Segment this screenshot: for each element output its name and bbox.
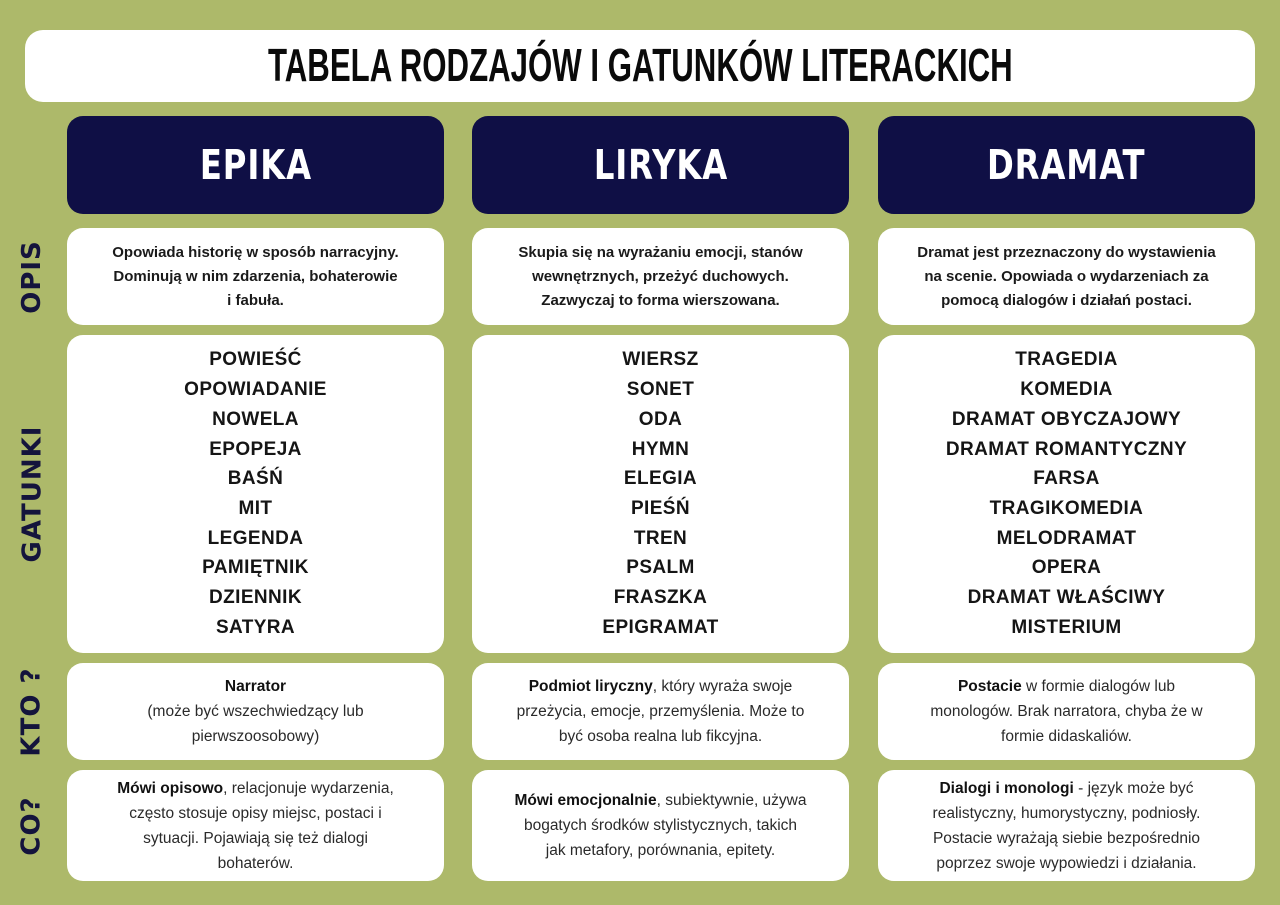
co-line: bogatych środków stylistycznych, takich	[523, 817, 798, 834]
column-header-liryka	[472, 116, 849, 214]
column-header-label: EPIKA	[199, 141, 312, 189]
kto-bold: Narrator	[224, 678, 287, 695]
genre-item: DRAMAT ROMANTYCZNY	[945, 438, 1188, 460]
kto-line: przeżycia, emocje, przemyślenia. Może to	[516, 703, 805, 720]
genre-item: OPOWIADANIE	[184, 379, 327, 401]
co-line: bohaterów.	[217, 854, 294, 872]
opis-line: wewnętrznych, przeżyć duchowych.	[532, 267, 789, 285]
genre-item: KOMEDIA	[1020, 379, 1113, 401]
opis-line: Zazwyczaj to forma wierszowana.	[541, 291, 780, 309]
co-line	[117, 776, 394, 801]
title-banner	[25, 30, 1255, 102]
co-line	[514, 788, 806, 813]
genre-item: EPIGRAMAT	[602, 616, 719, 638]
co-line: często stosuje opisy miejsc, postaci i	[129, 804, 382, 822]
genre-item: ODA	[638, 408, 683, 430]
co-line: sytuacji. Pojawiają się też dialogi	[143, 829, 368, 847]
genres-list	[878, 335, 1255, 653]
kto-rest: w formie dialogów lub	[1021, 678, 1176, 695]
genre-item: MIT	[238, 498, 273, 519]
genre-item: TRAGIKOMEDIA	[989, 498, 1144, 519]
genre-item: SATYRA	[215, 616, 296, 638]
genre-item: LEGENDA	[207, 527, 304, 549]
co-rest: , subiektywnie, używa	[656, 792, 807, 809]
genre-item: TREN	[633, 527, 688, 549]
genre-item: PIEŚŃ	[630, 498, 691, 519]
co-cell	[67, 770, 444, 881]
row-label-kto: KTO ?	[17, 666, 47, 757]
opis-line: Opowiada historię w sposób narracyjny.	[112, 243, 399, 261]
row-label-gatunki: GATUNKI	[17, 425, 47, 563]
genre-item: HYMN	[631, 438, 690, 460]
column-header-label: LIRYKA	[593, 141, 728, 189]
kto-cell	[878, 663, 1255, 760]
genre-item: DRAMAT OBYCZAJOWY	[951, 408, 1182, 430]
genre-item: SONET	[626, 379, 695, 401]
genre-item: BAŚŃ	[227, 468, 284, 490]
opis-line: pomocą dialogów i działań postaci.	[941, 291, 1192, 309]
column-header-dramat	[878, 116, 1255, 214]
kto-cell	[472, 663, 849, 760]
genres-list	[472, 335, 849, 653]
genre-item: PSALM	[626, 557, 695, 579]
genre-item: FARSA	[1033, 468, 1100, 490]
opis-line: Dramat jest przeznaczony do wystawienia	[917, 243, 1216, 261]
co-line: Postacie wyrażają siebie bezpośrednio	[932, 829, 1201, 847]
opis-cell	[67, 228, 444, 325]
kto-rest: , który wyraża swoje	[652, 678, 793, 695]
kto-line: formie didaskaliów.	[1001, 728, 1132, 745]
genres-list	[67, 335, 444, 653]
genre-item: EPOPEJA	[209, 438, 302, 460]
opis-cell	[472, 228, 849, 325]
genre-item: ELEGIA	[623, 468, 698, 490]
kto-line: pierwszoosobowy)	[191, 728, 320, 745]
kto-line: (może być wszechwiedzący lub	[147, 703, 364, 720]
genre-item: FRASZKA	[613, 587, 708, 609]
kto-line	[225, 674, 286, 699]
genre-item: OPERA	[1031, 557, 1102, 579]
genre-item: DRAMAT WŁAŚCIWY	[967, 587, 1166, 609]
opis-line: Skupia się na wyrażaniu emocji, stanów	[518, 243, 803, 261]
co-cell	[878, 770, 1255, 881]
co-rest: , relacjonuje wydarzenia,	[223, 779, 394, 797]
genre-item: DZIENNIK	[209, 587, 302, 609]
genre-item: POWIEŚĆ	[209, 349, 302, 371]
co-bold: Mówi emocjonalnie	[514, 792, 657, 809]
genre-item: MELODRAMAT	[996, 527, 1137, 549]
kto-line	[958, 674, 1175, 699]
kto-cell	[67, 663, 444, 760]
genre-item: TRAGEDIA	[1015, 349, 1118, 371]
co-line: poprzez swoje wypowiedzi i działania.	[936, 854, 1197, 872]
genre-item: MISTERIUM	[1011, 616, 1122, 638]
row-label-co: CO?	[17, 795, 48, 856]
row-label-opis: OPIS	[17, 239, 47, 314]
kto-line	[529, 674, 793, 699]
co-bold: Mówi opisowo	[117, 779, 224, 797]
page-title: TABELA RODZAJÓW I GATUNKÓW LITERACKICH	[267, 40, 1013, 91]
kto-line: monologów. Brak narratora, chyba że w	[930, 703, 1203, 720]
co-cell	[472, 770, 849, 881]
co-line	[939, 776, 1193, 801]
genre-item: NOWELA	[212, 408, 299, 430]
opis-line: i fabuła.	[227, 291, 284, 309]
kto-bold: Podmiot liryczny	[528, 678, 653, 695]
genre-item: WIERSZ	[622, 349, 699, 371]
opis-cell	[878, 228, 1255, 325]
co-line: jak metafory, porównania, epitety.	[545, 842, 776, 859]
column-header-epika	[67, 116, 444, 214]
kto-bold: Postacie	[957, 678, 1022, 695]
opis-line: na scenie. Opowiada o wydarzeniach za	[924, 267, 1209, 285]
co-rest: - język może być	[1073, 779, 1194, 797]
kto-line: być osoba realna lub fikcyjna.	[558, 728, 763, 745]
opis-line: Dominują w nim zdarzenia, bohaterowie	[113, 267, 398, 285]
co-line: realistyczny, humorystyczny, podniosły.	[932, 804, 1201, 822]
column-header-label: DRAMAT	[987, 141, 1146, 189]
genre-item: PAMIĘTNIK	[202, 557, 309, 579]
co-bold: Dialogi i monologi	[939, 779, 1074, 797]
